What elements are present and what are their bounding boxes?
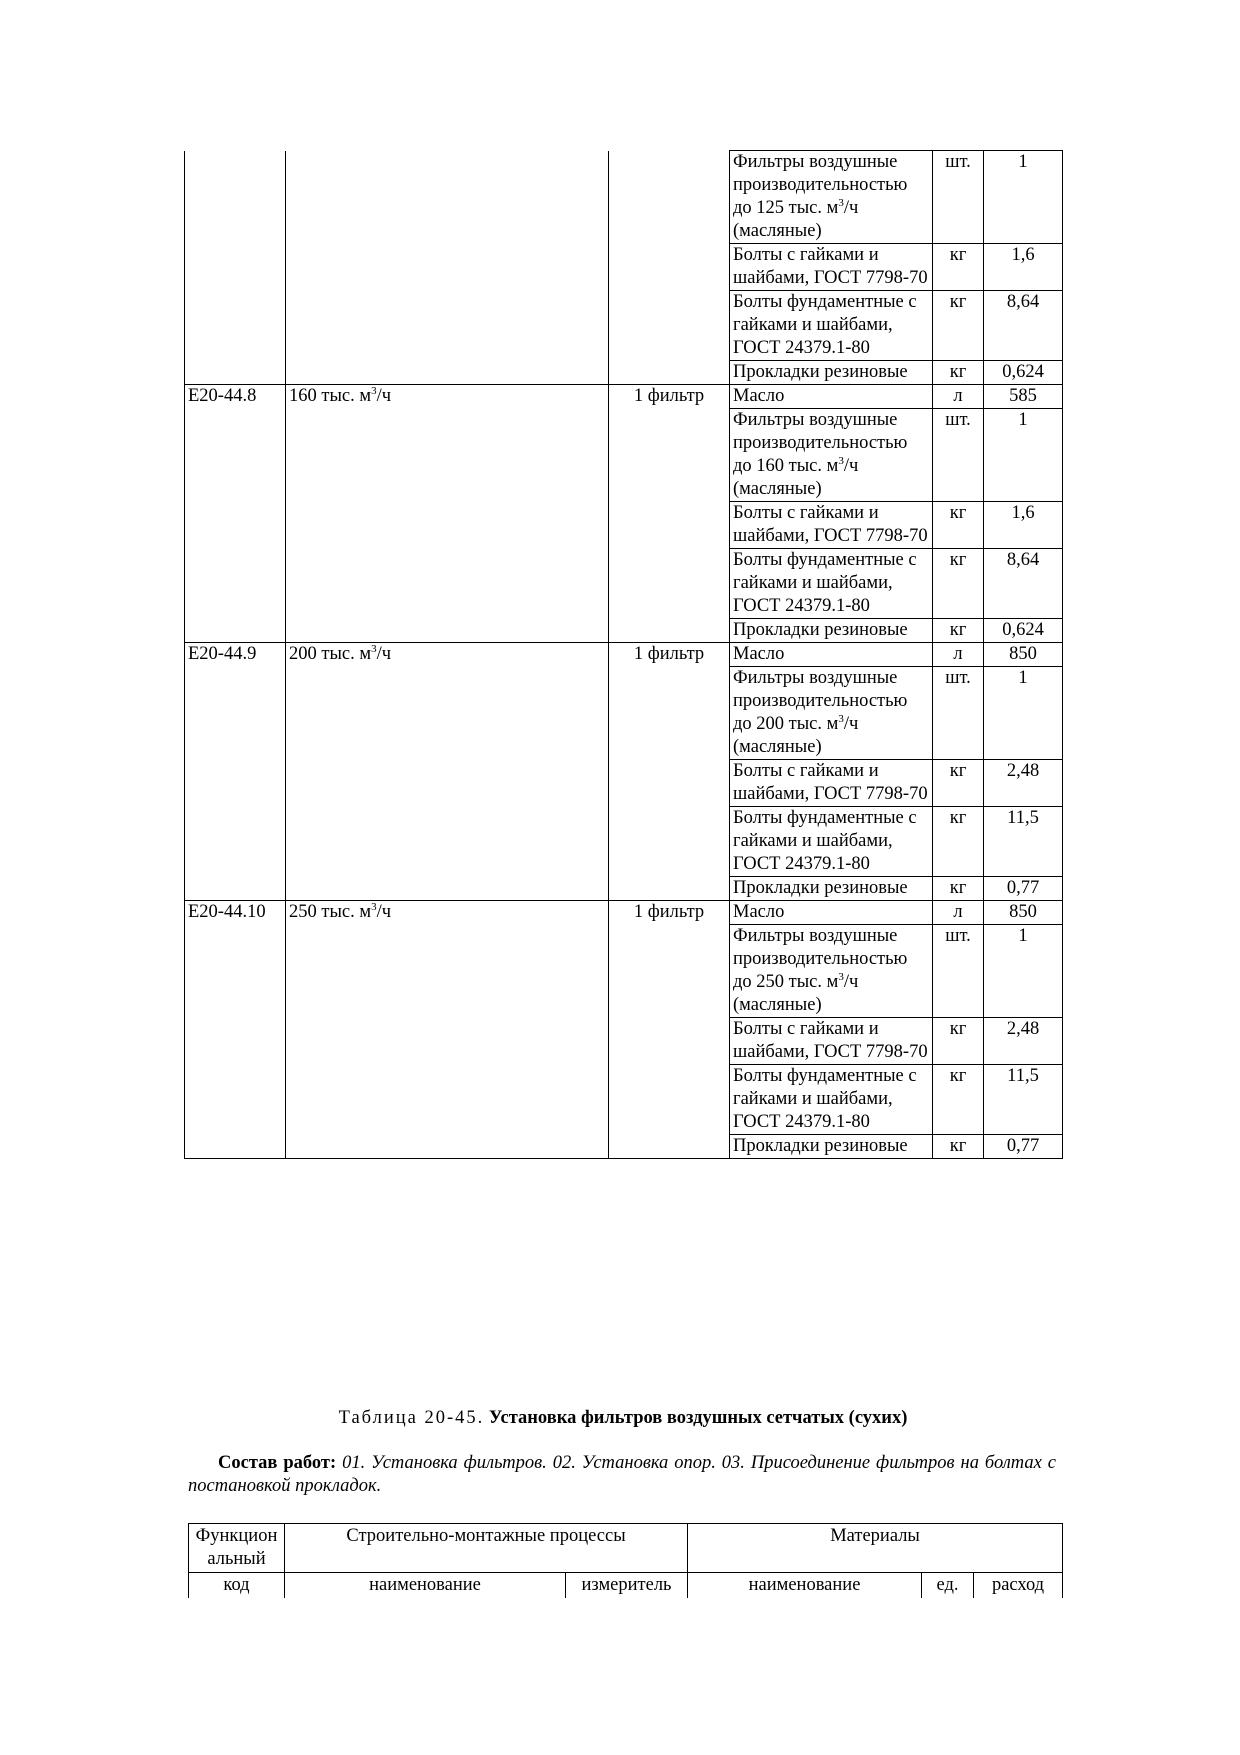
unit-cell: л <box>933 901 984 925</box>
unit-cell: шт. <box>933 925 984 1018</box>
meter-cell <box>609 151 730 244</box>
work-composition <box>188 1452 1056 1498</box>
qty-cell: 850 <box>984 643 1063 667</box>
meter-cell <box>609 1135 730 1159</box>
code-cell <box>185 760 286 807</box>
qty-cell: 1 <box>984 151 1063 244</box>
table-row <box>185 151 1063 244</box>
meter-cell <box>609 807 730 877</box>
name-cell <box>286 1065 609 1135</box>
unit-cell: кг <box>933 502 984 549</box>
unit-cell: кг <box>933 1135 984 1159</box>
name-cell <box>286 291 609 361</box>
name-cell <box>286 1135 609 1159</box>
table-row <box>185 807 1063 877</box>
name-cell <box>286 807 609 877</box>
code-cell <box>185 1065 286 1135</box>
meter-cell <box>609 877 730 901</box>
code-cell <box>185 409 286 502</box>
table-row <box>185 244 1063 291</box>
name-cell <box>286 151 609 244</box>
unit-cell: кг <box>933 361 984 385</box>
material-cell: Болты с гайками и шайбами, ГОСТ 7798-70 <box>730 502 933 549</box>
table-row <box>185 1065 1063 1135</box>
meter-cell <box>609 549 730 619</box>
table-row <box>185 619 1063 643</box>
code-cell <box>185 1018 286 1065</box>
material-cell: Болты фундаментные с гайками и шайбами, ГОСТ 24379.1-80 <box>730 291 933 361</box>
code-cell <box>185 619 286 643</box>
meter-cell: 1 фильтр <box>609 385 730 409</box>
code-cell <box>185 807 286 877</box>
name-cell <box>286 619 609 643</box>
work-label: Состав работ: <box>218 1453 337 1473</box>
material-cell: Прокладки резиновые <box>730 619 933 643</box>
code-cell: Е20-44.9 <box>185 643 286 667</box>
material-cell: Болты с гайками и шайбами, ГОСТ 7798-70 <box>730 244 933 291</box>
unit-cell: кг <box>933 1065 984 1135</box>
proc-meter-header: измеритель <box>566 1573 688 1599</box>
code-cell <box>185 291 286 361</box>
meter-cell <box>609 1065 730 1135</box>
name-cell <box>286 361 609 385</box>
code-cell <box>185 361 286 385</box>
code-cell <box>185 925 286 1018</box>
name-cell: 160 тыс. $м^3/ч$ <box>286 385 609 409</box>
material-cell: Масло <box>730 901 933 925</box>
qty-cell: 850 <box>984 901 1063 925</box>
header-table <box>188 1523 1063 1598</box>
caption-title: Установка фильтров воздушных сетчатых (сухих) <box>488 1408 908 1428</box>
meter-cell <box>609 667 730 760</box>
name-cell <box>286 409 609 502</box>
table-row <box>185 1018 1063 1065</box>
code-cell <box>185 667 286 760</box>
unit-cell: кг <box>933 877 984 901</box>
unit-cell: кг <box>933 549 984 619</box>
name-cell <box>286 502 609 549</box>
material-cell: Фильтры воздушные производительностью до 250 тыс. $м^3/ч$ (масляные) <box>730 925 933 1018</box>
table-row <box>185 385 1063 409</box>
caption-prefix: Таблица 20-45. <box>338 1408 485 1428</box>
code-cell <box>185 549 286 619</box>
material-cell: Болты с гайками и шайбами, ГОСТ 7798-70 <box>730 760 933 807</box>
unit-cell: кг <box>933 807 984 877</box>
code-cell: Е20-44.8 <box>185 385 286 409</box>
table-row <box>185 925 1063 1018</box>
material-cell: Масло <box>730 643 933 667</box>
table-row <box>185 549 1063 619</box>
code-cell <box>185 1135 286 1159</box>
qty-cell: 1,6 <box>984 244 1063 291</box>
func-code-subheader: код <box>189 1573 285 1599</box>
material-cell: Прокладки резиновые <box>730 361 933 385</box>
table-row <box>185 643 1063 667</box>
meter-cell: 1 фильтр <box>609 901 730 925</box>
unit-cell: кг <box>933 1018 984 1065</box>
table-row <box>185 502 1063 549</box>
norms-table <box>184 150 1063 1159</box>
unit-cell: шт. <box>933 151 984 244</box>
unit-cell: кг <box>933 244 984 291</box>
table-row <box>185 291 1063 361</box>
qty-cell: 1 <box>984 667 1063 760</box>
material-cell: Прокладки резиновые <box>730 877 933 901</box>
mat-unit-header: ед. <box>922 1573 974 1599</box>
meter-cell: 1 фильтр <box>609 643 730 667</box>
table-row <box>185 877 1063 901</box>
name-cell <box>286 244 609 291</box>
meter-cell <box>609 502 730 549</box>
material-cell: Болты фундаментные с гайками и шайбами, ГОСТ 24379.1-80 <box>730 549 933 619</box>
meter-cell <box>609 925 730 1018</box>
material-cell: Болты фундаментные с гайками и шайбами, ГОСТ 24379.1-80 <box>730 1065 933 1135</box>
qty-cell: 8,64 <box>984 549 1063 619</box>
name-cell <box>286 925 609 1018</box>
meter-cell <box>609 244 730 291</box>
proc-name-header: наименование <box>285 1573 566 1599</box>
meter-cell <box>609 619 730 643</box>
meter-cell <box>609 409 730 502</box>
name-cell <box>286 667 609 760</box>
code-cell: Е20-44.10 <box>185 901 286 925</box>
processes-header: Строительно-монтажные процессы <box>285 1524 688 1573</box>
name-cell: 250 тыс. $м^3/ч$ <box>286 901 609 925</box>
meter-cell <box>609 361 730 385</box>
name-cell: 200 тыс. $м^3/ч$ <box>286 643 609 667</box>
material-cell: Масло <box>730 385 933 409</box>
meter-cell <box>609 291 730 361</box>
qty-cell: 8,64 <box>984 291 1063 361</box>
name-cell <box>286 549 609 619</box>
material-cell: Прокладки резиновые <box>730 1135 933 1159</box>
materials-header: Материалы <box>688 1524 1063 1573</box>
qty-cell: 2,48 <box>984 1018 1063 1065</box>
unit-cell: л <box>933 643 984 667</box>
name-cell <box>286 760 609 807</box>
unit-cell: шт. <box>933 667 984 760</box>
mat-name-header: наименование <box>688 1573 922 1599</box>
unit-cell: кг <box>933 760 984 807</box>
qty-cell: 2,48 <box>984 760 1063 807</box>
qty-cell: 0,624 <box>984 361 1063 385</box>
table-caption <box>184 1408 1062 1429</box>
material-cell: Фильтры воздушные производительностью до 160 тыс. $м^3/ч$ (масляные) <box>730 409 933 502</box>
material-cell: Болты фундаментные с гайками и шайбами, ГОСТ 24379.1-80 <box>730 807 933 877</box>
unit-cell: л <box>933 385 984 409</box>
qty-cell: 585 <box>984 385 1063 409</box>
table-row <box>185 1135 1063 1159</box>
qty-cell: 0,77 <box>984 877 1063 901</box>
work-text: 01. Установка фильтров. 02. Установка опор. 03. Присоединение фильтров на болтах с постановкой прокладок. <box>188 1453 1056 1496</box>
func-code-header: Функцион альный <box>189 1524 285 1573</box>
name-cell <box>286 877 609 901</box>
meter-cell <box>609 1018 730 1065</box>
table-row <box>185 760 1063 807</box>
code-cell <box>185 502 286 549</box>
name-cell <box>286 1018 609 1065</box>
qty-cell: 11,5 <box>984 807 1063 877</box>
table-row <box>185 667 1063 760</box>
qty-cell: 0,624 <box>984 619 1063 643</box>
table-row <box>185 901 1063 925</box>
unit-cell: шт. <box>933 409 984 502</box>
unit-cell: кг <box>933 291 984 361</box>
table-row <box>185 361 1063 385</box>
material-cell: Фильтры воздушные производительностью до 125 тыс. $м^3/ч$ (масляные) <box>730 151 933 244</box>
unit-cell: кг <box>933 619 984 643</box>
qty-cell: 1,6 <box>984 502 1063 549</box>
qty-cell: 0,77 <box>984 1135 1063 1159</box>
code-cell <box>185 877 286 901</box>
qty-cell: 1 <box>984 925 1063 1018</box>
qty-cell: 1 <box>984 409 1063 502</box>
qty-cell: 11,5 <box>984 1065 1063 1135</box>
mat-qty-header: расход <box>974 1573 1063 1599</box>
material-cell: Фильтры воздушные производительностью до 200 тыс. $м^3/ч$ (масляные) <box>730 667 933 760</box>
norms-table-body <box>185 151 1063 1159</box>
meter-cell <box>609 760 730 807</box>
material-cell: Болты с гайками и шайбами, ГОСТ 7798-70 <box>730 1018 933 1065</box>
code-cell <box>185 151 286 244</box>
code-cell <box>185 244 286 291</box>
table-row <box>185 409 1063 502</box>
